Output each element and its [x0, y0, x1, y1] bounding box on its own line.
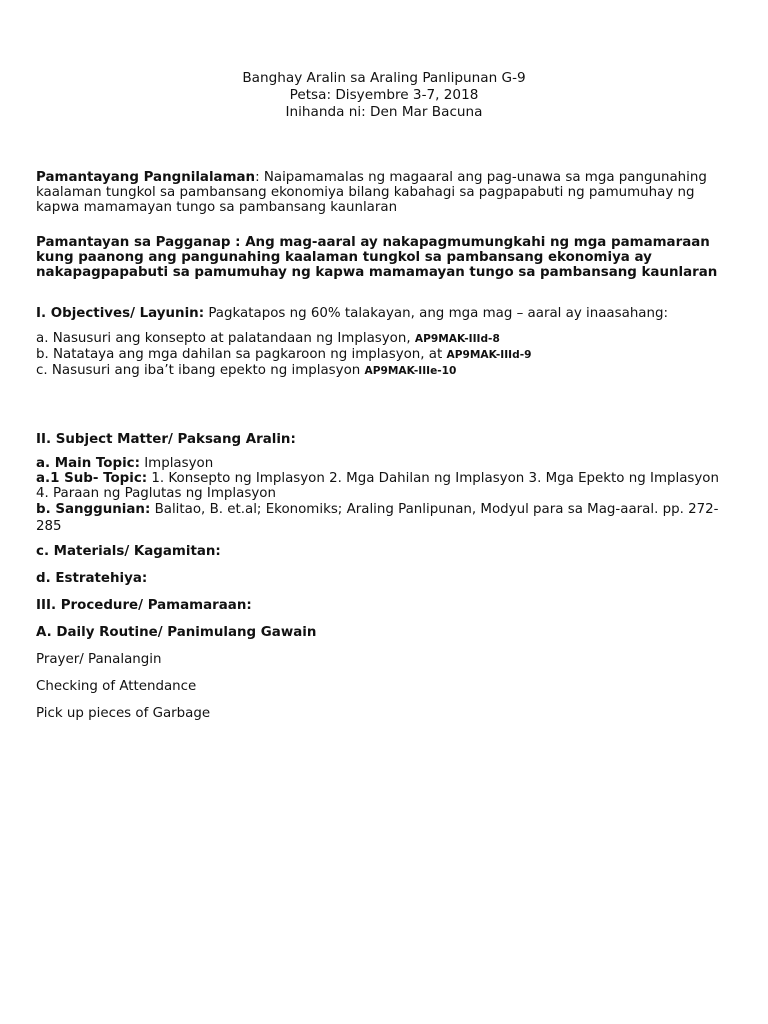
routine-item-attendance: Checking of Attendance [36, 679, 197, 694]
strategy-heading: d. Estratehiya: [36, 571, 148, 586]
competency-code: AP9MAK-IIId-8 [414, 333, 500, 345]
document-header [36, 70, 732, 121]
main-topic [36, 456, 736, 471]
objective-item [36, 363, 736, 379]
procedure-heading: III. Procedure/ Pamamaraan: [36, 598, 252, 613]
reference [36, 501, 736, 535]
materials-heading: c. Materials/ Kagamitan: [36, 544, 221, 559]
objectives-list [36, 331, 736, 379]
subject-matter-heading: II. Subject Matter/ Paksang Aralin: [36, 432, 296, 447]
sub-topic-continued: 4. Paraan ng Paglutas ng Implasyon [36, 486, 276, 501]
performance-standard: Pamantayan sa Pagganap : Ang mag-aaral ay nakapagmumungkahi ng mga pamamaraan kung paanong ang pangunahing kaalaman tungkol sa pambansang ekonomiya ay nakapagpapabuti sa pamumuhay ng kapwa mamamayan tungo sa pambansang kaunlaran [36, 235, 718, 280]
objective-item [36, 347, 736, 363]
objective-text: a. Nasusuri ang konsepto at palatandaan ng Implasyon, [36, 331, 415, 346]
sub-topic [36, 471, 736, 486]
reference-label: b. Sanggunian: [36, 502, 151, 517]
objective-text: c. Nasusuri ang iba’t ibang epekto ng implasyon [36, 363, 365, 378]
objectives-label: I. Objectives/ Layunin: [36, 306, 205, 321]
competency-code: AP9MAK-IIIe-10 [364, 365, 457, 377]
daily-routine-heading: A. Daily Routine/ Panimulang Gawain [36, 625, 317, 640]
content-standard [36, 170, 736, 215]
document-title: Banghay Aralin sa Araling Panlipunan G-9 [242, 70, 526, 86]
lesson-plan-page [36, 70, 736, 721]
main-topic-label: a. Main Topic: [36, 456, 140, 471]
main-topic-value: Implasyon [139, 456, 214, 471]
document-author: Inihanda ni: Den Mar Bacuna [285, 104, 483, 120]
competency-code: AP9MAK-IIId-9 [446, 349, 532, 361]
subject-matter-details [36, 456, 736, 535]
routine-item-garbage: Pick up pieces of Garbage [36, 706, 211, 721]
objectives-text: Pagkatapos ng 60% talakayan, ang mga mag – aaral ay inaasahang: [204, 306, 669, 321]
content-standard-label: Pamantayang Pangnilalaman [36, 170, 256, 185]
content-standard-text: : Naipamamalas ng magaaral ang pag-unawa sa mga pangunahing kaalaman tungkol sa pambansang ekonomiya bilang kabahagi sa pagpapabuti ng pamumuhay ng kapwa mamamayan tungo sa pambansang kaunlaran [36, 170, 707, 215]
reference-value: Balitao, B. et.al; Ekonomiks; Araling Panlipunan, Modyul para sa Mag-aaral. pp. 272-285 [36, 502, 719, 534]
objectives-intro [36, 305, 736, 323]
routine-item-prayer: Prayer/ Panalangin [36, 652, 162, 667]
objective-item [36, 331, 736, 347]
sub-topic-value: 1. Konsepto ng Implasyon 2. Mga Dahilan ng Implasyon 3. Mga Epekto ng Implasyon [147, 471, 719, 486]
sub-topic-label: a.1 Sub- Topic: [36, 471, 148, 486]
document-date: Petsa: Disyembre 3-7, 2018 [289, 87, 479, 103]
objective-text: b. Natataya ang mga dahilan sa pagkaroon ng implasyon, at [36, 347, 447, 362]
